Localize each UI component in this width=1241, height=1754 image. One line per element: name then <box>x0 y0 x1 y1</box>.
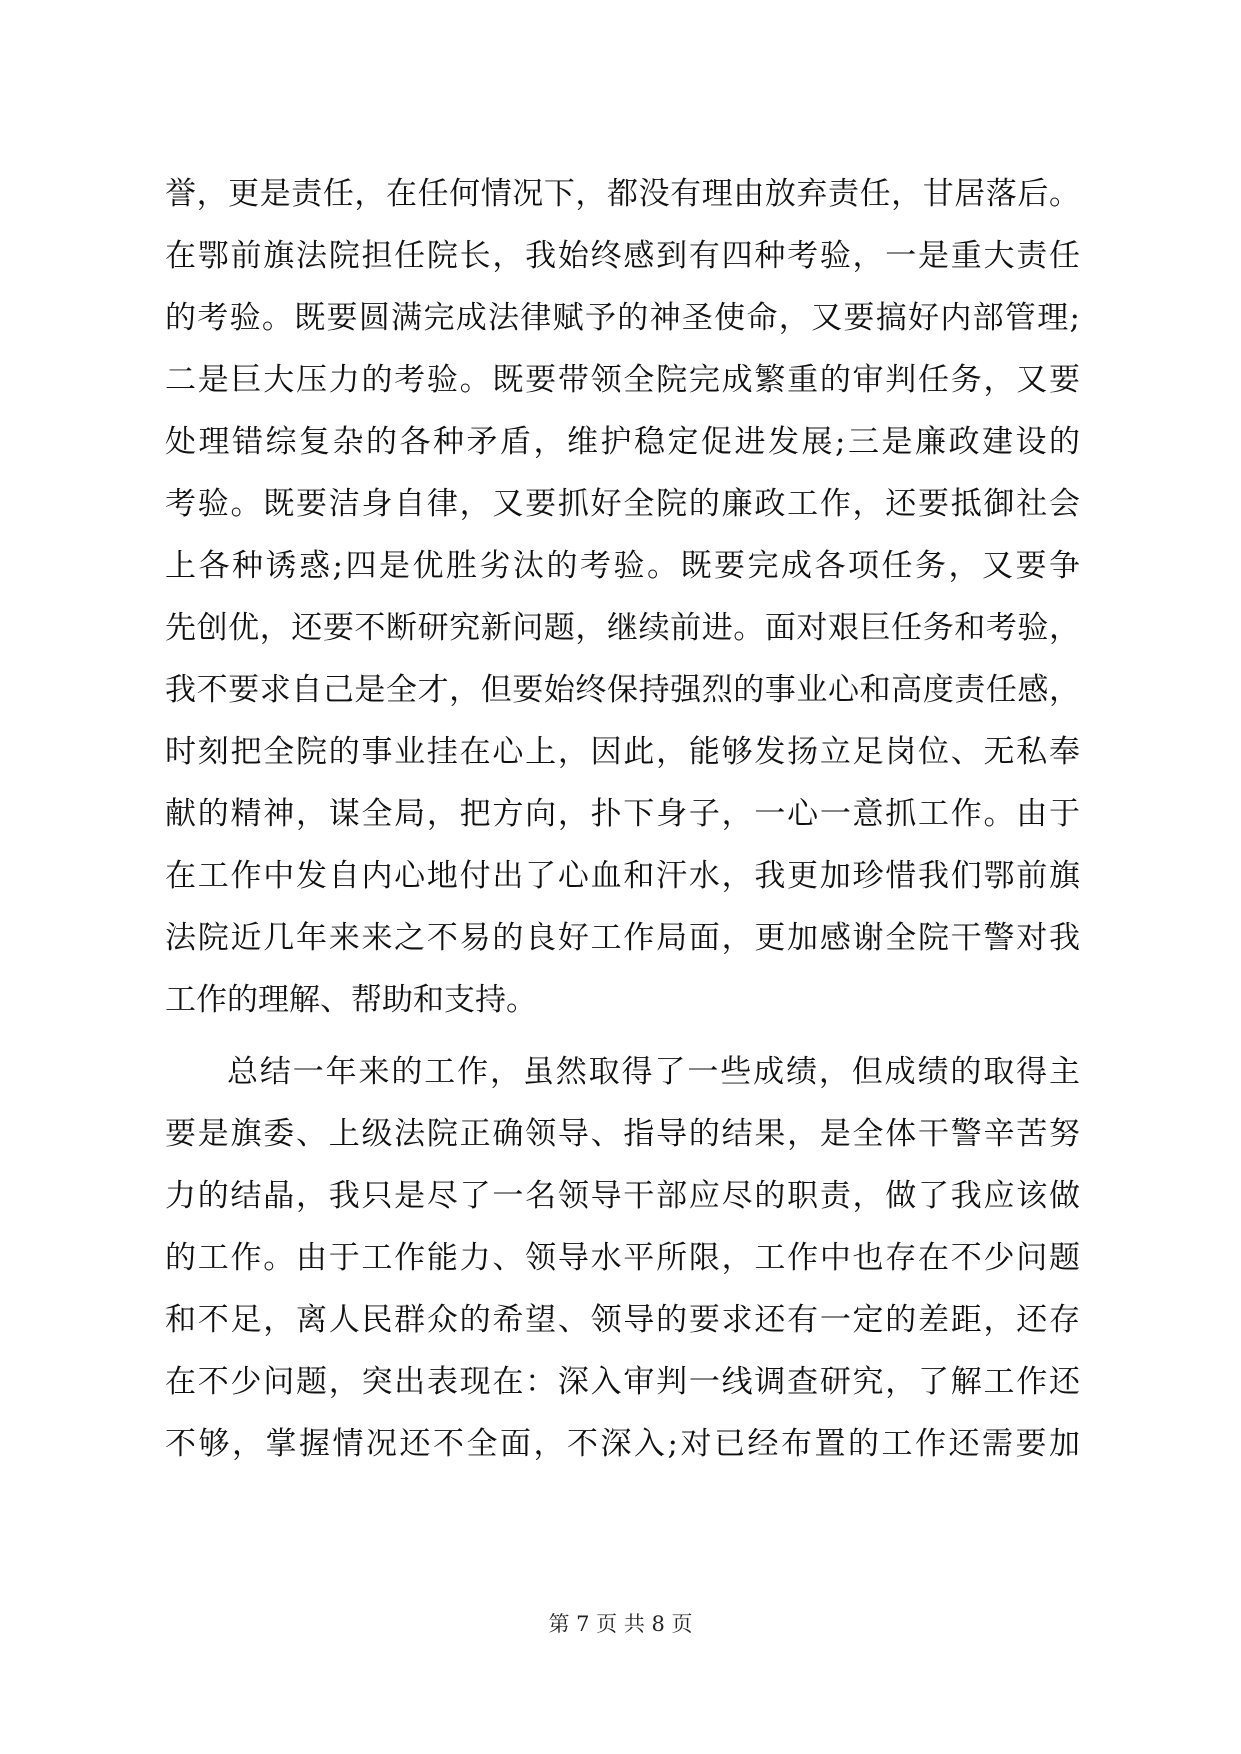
paragraph-2 <box>165 1041 1080 1475</box>
paragraph-line: 在不少问题，突出表现在：深入审判一线调查研究，了解工作还 <box>165 1364 1080 1400</box>
page-footer <box>0 1608 1241 1638</box>
paragraph-line: 誉，更是责任，在任何情况下，都没有理由放弃责任，甘居落后。 <box>165 176 1080 212</box>
paragraph-1 <box>165 163 1080 1031</box>
paragraph-line: 要是旗委、上级法院正确领导、指导的结果，是全体干警辛苦努 <box>165 1116 1080 1152</box>
paragraph-line: 先创优，还要不断研究新问题，继续前进。面对艰巨任务和考验， <box>165 610 1080 646</box>
paragraph-spacer <box>165 1031 1080 1041</box>
paragraph-line: 法院近几年来来之不易的良好工作局面，更加感谢全院干警对我 <box>165 920 1080 956</box>
paragraph-line: 在工作中发自内心地付出了心血和汗水，我更加珍惜我们鄂前旗 <box>165 858 1080 894</box>
paragraph-line: 的考验。既要圆满完成法律赋予的神圣使命，又要搞好内部管理; <box>165 300 1080 336</box>
paragraph-line: 力的结晶，我只是尽了一名领导干部应尽的职责，做了我应该做 <box>165 1178 1080 1214</box>
paragraph-line: 在鄂前旗法院担任院长，我始终感到有四种考验，一是重大责任 <box>165 238 1080 274</box>
paragraph-line: 和不足，离人民群众的希望、领导的要求还有一定的差距，还存 <box>165 1302 1080 1338</box>
paragraph-line: 我不要求自己是全才，但要始终保持强烈的事业心和高度责任感， <box>165 672 1080 708</box>
document-body <box>165 163 1080 1475</box>
paragraph-line: 上各种诱惑;四是优胜劣汰的考验。既要完成各项任务，又要争 <box>165 548 1080 584</box>
paragraph-line: 的工作。由于工作能力、领导水平所限，工作中也存在不少问题 <box>165 1240 1080 1276</box>
paragraph-line: 处理错综复杂的各种矛盾，维护稳定促进发展;三是廉政建设的 <box>165 424 1080 460</box>
paragraph-line: 考验。既要洁身自律，又要抓好全院的廉政工作，还要抵御社会 <box>165 486 1080 522</box>
paragraph-line: 不够，掌握情况还不全面，不深入;对已经布置的工作还需要加 <box>165 1426 1080 1462</box>
paragraph-line: 二是巨大压力的考验。既要带领全院完成繁重的审判任务，又要 <box>165 362 1080 398</box>
page-number-label: 第 7 页 共 8 页 <box>548 1612 693 1636</box>
paragraph-line: 工作的理解、帮助和支持。 <box>165 982 537 1018</box>
paragraph-line: 献的精神，谋全局，把方向，扑下身子，一心一意抓工作。由于 <box>165 796 1080 832</box>
paragraph-line: 总结一年来的工作，虽然取得了一些成绩，但成绩的取得主 <box>227 1054 1080 1090</box>
paragraph-line: 时刻把全院的事业挂在心上，因此，能够发扬立足岗位、无私奉 <box>165 734 1080 770</box>
